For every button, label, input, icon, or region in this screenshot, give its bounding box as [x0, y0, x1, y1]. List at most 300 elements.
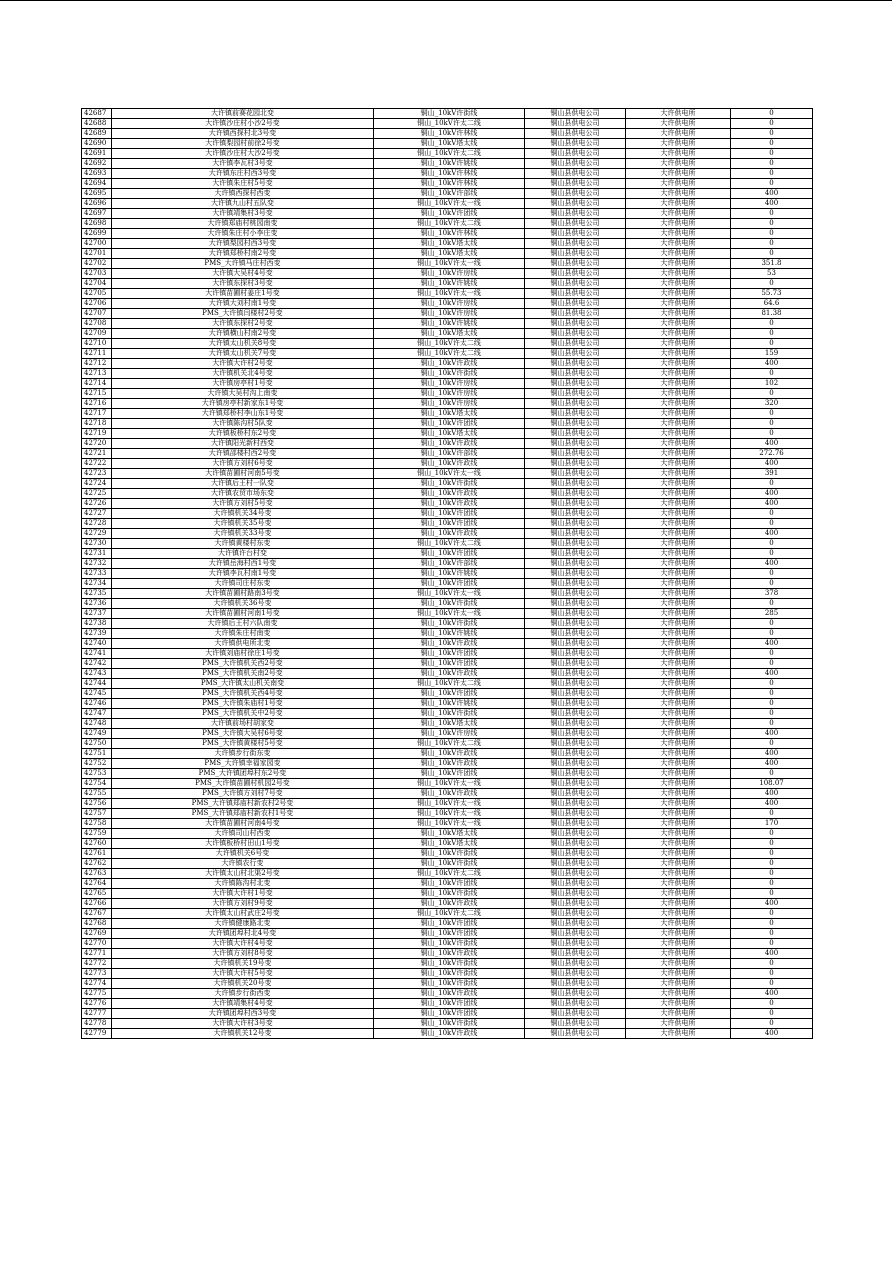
row-id-cell: 42727	[82, 509, 112, 519]
feeder-line-cell: 铜山_10kV塔太线	[374, 839, 525, 849]
transformer-name-cell: PMS_大许镇苗圃村机园2号变	[112, 779, 374, 789]
station-cell: 大许供电所	[626, 239, 731, 249]
station-cell: 大许供电所	[626, 389, 731, 399]
capacity-cell: 0	[731, 239, 813, 249]
company-cell: 铜山县供电公司	[525, 819, 626, 829]
capacity-cell: 400	[731, 789, 813, 799]
table-row	[82, 669, 813, 679]
station-cell: 大许供电所	[626, 959, 731, 969]
row-id-cell: 42718	[82, 419, 112, 429]
row-id-cell: 42728	[82, 519, 112, 529]
capacity-cell: 351.8	[731, 259, 813, 269]
station-cell: 大许供电所	[626, 489, 731, 499]
table-row	[82, 729, 813, 739]
table-row	[82, 429, 813, 439]
company-cell: 铜山县供电公司	[525, 959, 626, 969]
station-cell: 大许供电所	[626, 509, 731, 519]
row-id-cell: 42759	[82, 829, 112, 839]
company-cell: 铜山县供电公司	[525, 1009, 626, 1019]
feeder-line-cell: 铜山_10kV许团线	[374, 419, 525, 429]
station-cell: 大许供电所	[626, 769, 731, 779]
table-row	[82, 599, 813, 609]
table-row	[82, 469, 813, 479]
table-row	[82, 989, 813, 999]
row-id-cell: 42707	[82, 309, 112, 319]
company-cell: 铜山县供电公司	[525, 479, 626, 489]
capacity-cell: 391	[731, 469, 813, 479]
table-row	[82, 869, 813, 879]
station-cell: 大许供电所	[626, 459, 731, 469]
row-id-cell: 42711	[82, 349, 112, 359]
company-cell: 铜山县供电公司	[525, 569, 626, 579]
feeder-line-cell: 铜山_10kV塔太线	[374, 409, 525, 419]
company-cell: 铜山县供电公司	[525, 789, 626, 799]
transformer-name-cell: 大许镇方刘村8号变	[112, 949, 374, 959]
feeder-line-cell: 铜山_10kV许政线	[374, 759, 525, 769]
capacity-cell: 0	[731, 919, 813, 929]
capacity-cell: 0	[731, 969, 813, 979]
table-row	[82, 859, 813, 869]
table-row	[82, 849, 813, 859]
row-id-cell: 42708	[82, 319, 112, 329]
feeder-line-cell: 铜山_10kV塔太线	[374, 249, 525, 259]
transformer-name-cell: 大许镇东探村3号变	[112, 279, 374, 289]
table-row	[82, 839, 813, 849]
company-cell: 铜山县供电公司	[525, 799, 626, 809]
capacity-cell: 0	[731, 1019, 813, 1029]
feeder-line-cell: 铜山_10kV许林线	[374, 129, 525, 139]
feeder-line-cell: 铜山_10kV许团线	[374, 659, 525, 669]
transformer-name-cell: 大许镇太山村武庄2号变	[112, 909, 374, 919]
feeder-line-cell: 铜山_10kV许部线	[374, 559, 525, 569]
feeder-line-cell: 铜山_10kV许姚线	[374, 699, 525, 709]
capacity-cell: 0	[731, 209, 813, 219]
company-cell: 铜山县供电公司	[525, 339, 626, 349]
capacity-cell: 0	[731, 169, 813, 179]
capacity-cell: 0	[731, 429, 813, 439]
feeder-line-cell: 铜山_10kV许政线	[374, 439, 525, 449]
row-id-cell: 42742	[82, 659, 112, 669]
feeder-line-cell: 铜山_10kV许团线	[374, 1009, 525, 1019]
row-id-cell: 42699	[82, 229, 112, 239]
transformer-name-cell: 大许镇西探村北3号变	[112, 129, 374, 139]
feeder-line-cell: 铜山_10kV许太一线	[374, 809, 525, 819]
row-id-cell: 42694	[82, 179, 112, 189]
transformer-name-cell: 大许镇黄楼村东变	[112, 539, 374, 549]
feeder-line-cell: 铜山_10kV塔太线	[374, 429, 525, 439]
station-cell: 大许供电所	[626, 719, 731, 729]
table-row	[82, 569, 813, 579]
transformer-name-cell: 大许镇梨园村西3号变	[112, 239, 374, 249]
feeder-line-cell: 铜山_10kV许团线	[374, 879, 525, 889]
company-cell: 铜山县供电公司	[525, 949, 626, 959]
feeder-line-cell: 铜山_10kV许太二线	[374, 739, 525, 749]
row-id-cell: 42733	[82, 569, 112, 579]
row-id-cell: 42748	[82, 719, 112, 729]
feeder-line-cell: 铜山_10kV许团线	[374, 689, 525, 699]
capacity-cell: 0	[731, 159, 813, 169]
transformer-name-cell: PMS_大许镇幸福家园变	[112, 759, 374, 769]
station-cell: 大许供电所	[626, 729, 731, 739]
row-id-cell: 42743	[82, 669, 112, 679]
station-cell: 大许供电所	[626, 669, 731, 679]
feeder-line-cell: 铜山_10kV许政线	[374, 359, 525, 369]
table-row	[82, 269, 813, 279]
feeder-line-cell: 铜山_10kV许部线	[374, 449, 525, 459]
transformer-name-cell: 大许镇农行变	[112, 859, 374, 869]
feeder-line-cell: 铜山_10kV许政线	[374, 789, 525, 799]
table-row	[82, 259, 813, 269]
feeder-line-cell: 铜山_10kV许政线	[374, 459, 525, 469]
company-cell: 铜山县供电公司	[525, 389, 626, 399]
company-cell: 铜山县供电公司	[525, 449, 626, 459]
table-row	[82, 689, 813, 699]
feeder-line-cell: 铜山_10kV许太一线	[374, 259, 525, 269]
feeder-line-cell: 铜山_10kV塔太线	[374, 719, 525, 729]
transformer-name-cell: 大许镇大许村1号变	[112, 889, 374, 899]
table-row	[82, 129, 813, 139]
feeder-line-cell: 铜山_10kV许团线	[374, 929, 525, 939]
transformer-name-cell: PMS_大许镇闫楼村2号变	[112, 309, 374, 319]
capacity-cell: 400	[731, 499, 813, 509]
transformer-name-cell: 大许镇步行街西变	[112, 989, 374, 999]
row-id-cell: 42771	[82, 949, 112, 959]
company-cell: 铜山县供电公司	[525, 639, 626, 649]
capacity-cell: 0	[731, 769, 813, 779]
company-cell: 铜山县供电公司	[525, 869, 626, 879]
table-row	[82, 789, 813, 799]
station-cell: 大许供电所	[626, 329, 731, 339]
company-cell: 铜山县供电公司	[525, 919, 626, 929]
table-row	[82, 349, 813, 359]
feeder-line-cell: 铜山_10kV许姚线	[374, 319, 525, 329]
transformer-name-cell: 大许镇机关12号变	[112, 1029, 374, 1039]
row-id-cell: 42693	[82, 169, 112, 179]
station-cell: 大许供电所	[626, 299, 731, 309]
feeder-line-cell: 铜山_10kV许姚线	[374, 279, 525, 289]
station-cell: 大许供电所	[626, 159, 731, 169]
feeder-line-cell: 铜山_10kV许街线	[374, 619, 525, 629]
table-row	[82, 929, 813, 939]
station-cell: 大许供电所	[626, 219, 731, 229]
row-id-cell: 42735	[82, 589, 112, 599]
station-cell: 大许供电所	[626, 429, 731, 439]
capacity-cell: 400	[731, 949, 813, 959]
transformer-name-cell: 大许镇机关6号变	[112, 849, 374, 859]
company-cell: 铜山县供电公司	[525, 349, 626, 359]
row-id-cell: 42712	[82, 359, 112, 369]
capacity-cell: 400	[731, 1029, 813, 1039]
capacity-cell: 108.07	[731, 779, 813, 789]
transformer-name-cell: 大许镇苗圃村路南3号变	[112, 589, 374, 599]
row-id-cell: 42725	[82, 489, 112, 499]
station-cell: 大许供电所	[626, 229, 731, 239]
table-row	[82, 449, 813, 459]
table-row	[82, 629, 813, 639]
row-id-cell: 42731	[82, 549, 112, 559]
transformer-name-cell: 大许镇沙庄村小沙2号变	[112, 119, 374, 129]
station-cell: 大许供电所	[626, 499, 731, 509]
row-id-cell: 42764	[82, 879, 112, 889]
station-cell: 大许供电所	[626, 739, 731, 749]
capacity-cell: 0	[731, 869, 813, 879]
row-id-cell: 42779	[82, 1029, 112, 1039]
table-row	[82, 809, 813, 819]
station-cell: 大许供电所	[626, 929, 731, 939]
table-row	[82, 249, 813, 259]
table-row	[82, 609, 813, 619]
row-id-cell: 42772	[82, 959, 112, 969]
table-row	[82, 159, 813, 169]
station-cell: 大许供电所	[626, 799, 731, 809]
station-cell: 大许供电所	[626, 139, 731, 149]
company-cell: 铜山县供电公司	[525, 229, 626, 239]
row-id-cell: 42749	[82, 729, 112, 739]
capacity-cell: 0	[731, 409, 813, 419]
company-cell: 铜山县供电公司	[525, 939, 626, 949]
row-id-cell: 42740	[82, 639, 112, 649]
feeder-line-cell: 铜山_10kV许太一线	[374, 779, 525, 789]
company-cell: 铜山县供电公司	[525, 289, 626, 299]
station-cell: 大许供电所	[626, 749, 731, 759]
feeder-line-cell: 铜山_10kV许政线	[374, 669, 525, 679]
table-row	[82, 779, 813, 789]
transformer-name-cell: 大许镇司山村西变	[112, 829, 374, 839]
feeder-line-cell: 铜山_10kV许街线	[374, 479, 525, 489]
company-cell: 铜山县供电公司	[525, 829, 626, 839]
capacity-cell: 102	[731, 379, 813, 389]
company-cell: 铜山县供电公司	[525, 929, 626, 939]
capacity-cell: 0	[731, 699, 813, 709]
feeder-line-cell: 铜山_10kV许团线	[374, 919, 525, 929]
table-row	[82, 419, 813, 429]
row-id-cell: 42710	[82, 339, 112, 349]
table-row	[82, 369, 813, 379]
feeder-line-cell: 铜山_10kV许团线	[374, 999, 525, 1009]
company-cell: 铜山县供电公司	[525, 429, 626, 439]
feeder-line-cell: 铜山_10kV许太一线	[374, 199, 525, 209]
capacity-cell: 272.76	[731, 449, 813, 459]
station-cell: 大许供电所	[626, 909, 731, 919]
company-cell: 铜山县供电公司	[525, 969, 626, 979]
capacity-cell: 0	[731, 129, 813, 139]
capacity-cell: 0	[731, 369, 813, 379]
table-row	[82, 189, 813, 199]
company-cell: 铜山县供电公司	[525, 439, 626, 449]
transformer-name-cell: 大许镇大吴村沟上南变	[112, 389, 374, 399]
company-cell: 铜山县供电公司	[525, 499, 626, 509]
table-row	[82, 499, 813, 509]
transformer-name-cell: 大许镇苗圃村河南4号变	[112, 819, 374, 829]
capacity-cell: 0	[731, 219, 813, 229]
capacity-cell: 0	[731, 599, 813, 609]
transformer-name-cell: 大许镇东庄村西3号变	[112, 169, 374, 179]
company-cell: 铜山县供电公司	[525, 179, 626, 189]
row-id-cell: 42750	[82, 739, 112, 749]
station-cell: 大许供电所	[626, 879, 731, 889]
table-row	[82, 909, 813, 919]
company-cell: 铜山县供电公司	[525, 749, 626, 759]
table-row	[82, 889, 813, 899]
table-row	[82, 709, 813, 719]
transformer-name-cell: 大许镇郑庙村桃园南变	[112, 219, 374, 229]
table-row	[82, 279, 813, 289]
feeder-line-cell: 铜山_10kV许团线	[374, 549, 525, 559]
row-id-cell: 42687	[82, 109, 112, 119]
station-cell: 大许供电所	[626, 659, 731, 669]
company-cell: 铜山县供电公司	[525, 619, 626, 629]
station-cell: 大许供电所	[626, 599, 731, 609]
company-cell: 铜山县供电公司	[525, 779, 626, 789]
transformer-name-cell: 大许镇后王村一队变	[112, 479, 374, 489]
station-cell: 大许供电所	[626, 789, 731, 799]
feeder-line-cell: 铜山_10kV许林线	[374, 179, 525, 189]
station-cell: 大许供电所	[626, 589, 731, 599]
table-row	[82, 659, 813, 669]
capacity-cell: 0	[731, 959, 813, 969]
table-row	[82, 299, 813, 309]
transformer-name-cell: PMS_大许镇大吴村6号变	[112, 729, 374, 739]
station-cell: 大许供电所	[626, 479, 731, 489]
row-id-cell: 42706	[82, 299, 112, 309]
capacity-cell: 0	[731, 579, 813, 589]
feeder-line-cell: 铜山_10kV塔太线	[374, 829, 525, 839]
transformer-name-cell: 大许镇朱庄村小李庄变	[112, 229, 374, 239]
transformer-name-cell: 大许镇李瓦村3号变	[112, 159, 374, 169]
table-row	[82, 539, 813, 549]
company-cell: 铜山县供电公司	[525, 839, 626, 849]
capacity-cell: 400	[731, 989, 813, 999]
company-cell: 铜山县供电公司	[525, 119, 626, 129]
station-cell: 大许供电所	[626, 649, 731, 659]
row-id-cell: 42688	[82, 119, 112, 129]
capacity-cell: 378	[731, 589, 813, 599]
row-id-cell: 42737	[82, 609, 112, 619]
row-id-cell: 42739	[82, 629, 112, 639]
company-cell: 铜山县供电公司	[525, 589, 626, 599]
station-cell: 大许供电所	[626, 829, 731, 839]
feeder-line-cell: 铜山_10kV许太一线	[374, 609, 525, 619]
feeder-line-cell: 铜山_10kV塔太线	[374, 139, 525, 149]
transformer-name-cell: 大许镇大许村2号变	[112, 359, 374, 369]
station-cell: 大许供电所	[626, 949, 731, 959]
capacity-cell: 170	[731, 819, 813, 829]
feeder-line-cell: 铜山_10kV许政线	[374, 949, 525, 959]
capacity-cell: 400	[731, 199, 813, 209]
transformer-name-cell: PMS_大许镇机关南2号变	[112, 669, 374, 679]
feeder-line-cell: 铜山_10kV许街线	[374, 109, 525, 119]
table-row	[82, 719, 813, 729]
capacity-cell: 400	[731, 529, 813, 539]
capacity-cell: 400	[731, 669, 813, 679]
transformer-name-cell: 大许镇李瓦村南1号变	[112, 569, 374, 579]
feeder-line-cell: 铜山_10kV许街线	[374, 859, 525, 869]
station-cell: 大许供电所	[626, 379, 731, 389]
table-row	[82, 219, 813, 229]
table-row	[82, 359, 813, 369]
station-cell: 大许供电所	[626, 419, 731, 429]
company-cell: 铜山县供电公司	[525, 489, 626, 499]
capacity-cell: 81.38	[731, 309, 813, 319]
table-row	[82, 519, 813, 529]
transformer-name-cell: PMS_大许镇马庄村西变	[112, 259, 374, 269]
row-id-cell: 42689	[82, 129, 112, 139]
capacity-cell: 400	[731, 729, 813, 739]
transformer-name-cell: 大许镇太山机关7号变	[112, 349, 374, 359]
table-row	[82, 949, 813, 959]
table-row	[82, 999, 813, 1009]
row-id-cell: 42744	[82, 679, 112, 689]
feeder-line-cell: 铜山_10kV许房线	[374, 729, 525, 739]
transformer-name-cell: 大许镇方刘村9号变	[112, 899, 374, 909]
capacity-cell: 0	[731, 149, 813, 159]
row-id-cell: 42741	[82, 649, 112, 659]
table-row	[82, 649, 813, 659]
row-id-cell: 42762	[82, 859, 112, 869]
transformer-name-cell: 大许镇大许村4号变	[112, 939, 374, 949]
station-cell: 大许供电所	[626, 609, 731, 619]
station-cell: 大许供电所	[626, 849, 731, 859]
company-cell: 铜山县供电公司	[525, 329, 626, 339]
transformer-name-cell: 大许镇太山机关8号变	[112, 339, 374, 349]
capacity-cell: 0	[731, 419, 813, 429]
row-id-cell: 42761	[82, 849, 112, 859]
company-cell: 铜山县供电公司	[525, 239, 626, 249]
station-cell: 大许供电所	[626, 349, 731, 359]
feeder-line-cell: 铜山_10kV许政线	[374, 749, 525, 759]
feeder-line-cell: 铜山_10kV许太一线	[374, 469, 525, 479]
company-cell: 铜山县供电公司	[525, 889, 626, 899]
feeder-line-cell: 铜山_10kV许太二线	[374, 909, 525, 919]
transformer-name-cell: 大许镇农贸市场东变	[112, 489, 374, 499]
station-cell: 大许供电所	[626, 699, 731, 709]
transformer-name-cell: 大许镇供电所北变	[112, 639, 374, 649]
feeder-line-cell: 铜山_10kV许太二线	[374, 349, 525, 359]
transformer-name-cell: 大许镇苗圃村河南5号变	[112, 469, 374, 479]
transformer-name-cell: 大许镇横山村南2号变	[112, 329, 374, 339]
feeder-line-cell: 铜山_10kV许房线	[374, 399, 525, 409]
feeder-line-cell: 铜山_10kV许房线	[374, 269, 525, 279]
transformer-name-cell: 大许镇朱庄村南变	[112, 629, 374, 639]
row-id-cell: 42746	[82, 699, 112, 709]
company-cell: 铜山县供电公司	[525, 459, 626, 469]
company-cell: 铜山县供电公司	[525, 899, 626, 909]
transformer-name-cell: 大许镇大许村5号变	[112, 969, 374, 979]
transformer-name-cell: 大许镇陈沟村5队变	[112, 419, 374, 429]
company-cell: 铜山县供电公司	[525, 759, 626, 769]
feeder-line-cell: 铜山_10kV许街线	[374, 969, 525, 979]
station-cell: 大许供电所	[626, 939, 731, 949]
transformer-name-cell: PMS_大许镇机关西2号变	[112, 659, 374, 669]
row-id-cell: 42730	[82, 539, 112, 549]
station-cell: 大许供电所	[626, 339, 731, 349]
table-row	[82, 579, 813, 589]
transformer-name-cell: 大许镇机关20号变	[112, 979, 374, 989]
transformer-name-cell: 大许镇机关34号变	[112, 509, 374, 519]
company-cell: 铜山县供电公司	[525, 379, 626, 389]
station-cell: 大许供电所	[626, 449, 731, 459]
capacity-cell: 0	[731, 979, 813, 989]
company-cell: 铜山县供电公司	[525, 1029, 626, 1039]
table-row	[82, 979, 813, 989]
row-id-cell: 42736	[82, 599, 112, 609]
feeder-line-cell: 铜山_10kV许团线	[374, 509, 525, 519]
station-cell: 大许供电所	[626, 809, 731, 819]
table-row	[82, 199, 813, 209]
transformer-name-cell: 大许镇陈沟村北变	[112, 879, 374, 889]
feeder-line-cell: 铜山_10kV许太二线	[374, 219, 525, 229]
table-row	[82, 529, 813, 539]
